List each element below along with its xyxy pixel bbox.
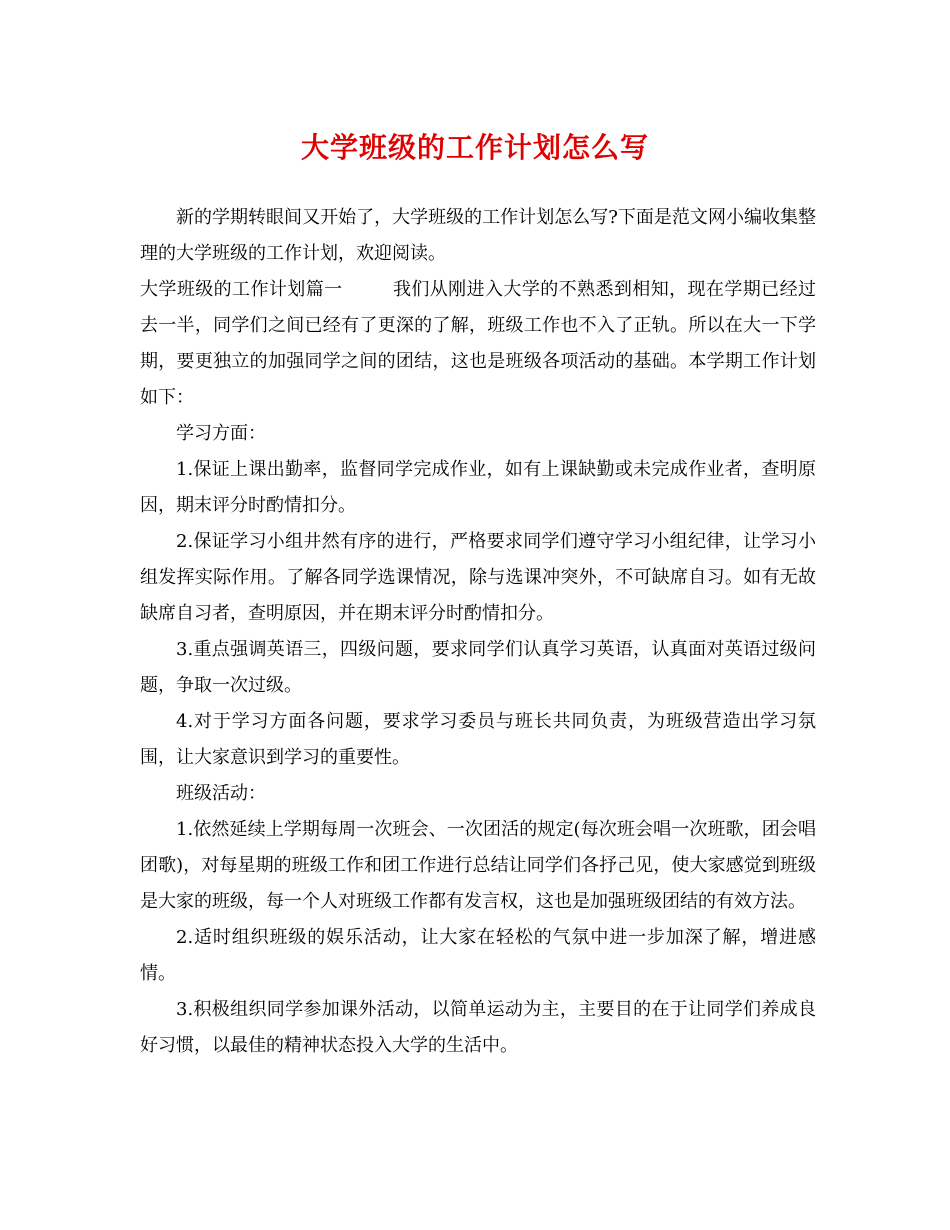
study-item-1: 1.保证上课出勤率，监督同学完成作业，如有上课缺勤或未完成作业者，查明原因，期末评分时酌情扣分。: [140, 459, 816, 516]
document-title: 大学班级的工作计划怎么写: [300, 131, 649, 164]
section-intro: 我们从刚进入大学的不熟悉到相知，现在学期已经过去一半，同学们之间已经有了更深的了解，班级工作也不入了正轨。所以在大一下学期，要更独立的加强同学之间的团结，这也是班级各项活动的基础。本学期工作计划如下：: [140, 279, 816, 408]
study-item-3: 3.重点强调英语三，四级问题，要求同学们认真学习英语，认真面对英语过级问题，争取一次过级。: [140, 639, 816, 696]
activity-item-1: 1.依然延续上学期每周一次班会、一次团活的规定(每次班会唱一次班歌，团会唱团歌)，对每星期的班级工作和团工作进行总结让同学们各抒己见，使大家感觉到班级是大家的班级，每一个人对班级工作都有发言权，这也是加强班级团结的有效方法。: [140, 819, 816, 912]
section-paragraph: [140, 272, 816, 416]
activity-item-3: 3.积极组织同学参加课外活动，以简单运动为主，主要目的在于让同学们养成良好习惯，以最佳的精神状态投入大学的生活中。: [140, 999, 816, 1056]
section-heading: 大学班级的工作计划篇一: [140, 279, 343, 300]
activity-heading: 班级活动：: [176, 783, 266, 804]
study-item-4: 4.对于学习方面各问题，要求学习委员与班长共同负责，为班级营造出学习氛围，让大家意识到学习的重要性。: [140, 711, 816, 768]
document-body: [140, 200, 816, 1064]
study-heading: 学习方面：: [176, 423, 266, 444]
intro-paragraph: 新的学期转眼间又开始了，大学班级的工作计划怎么写?下面是范文网小编收集整理的大学班级的工作计划，欢迎阅读。: [140, 207, 816, 264]
study-item-2: 2.保证学习小组井然有序的进行，严格要求同学们遵守学习小组纪律，让学习小组发挥实际作用。了解各同学选课情况，除与选课冲突外，不可缺席自习。如有无故缺席自习者，查明原因，并在期末评分时酌情扣分。: [140, 531, 816, 624]
activity-item-2: 2.适时组织班级的娱乐活动，让大家在轻松的气氛中进一步加深了解，增进感情。: [140, 927, 816, 984]
